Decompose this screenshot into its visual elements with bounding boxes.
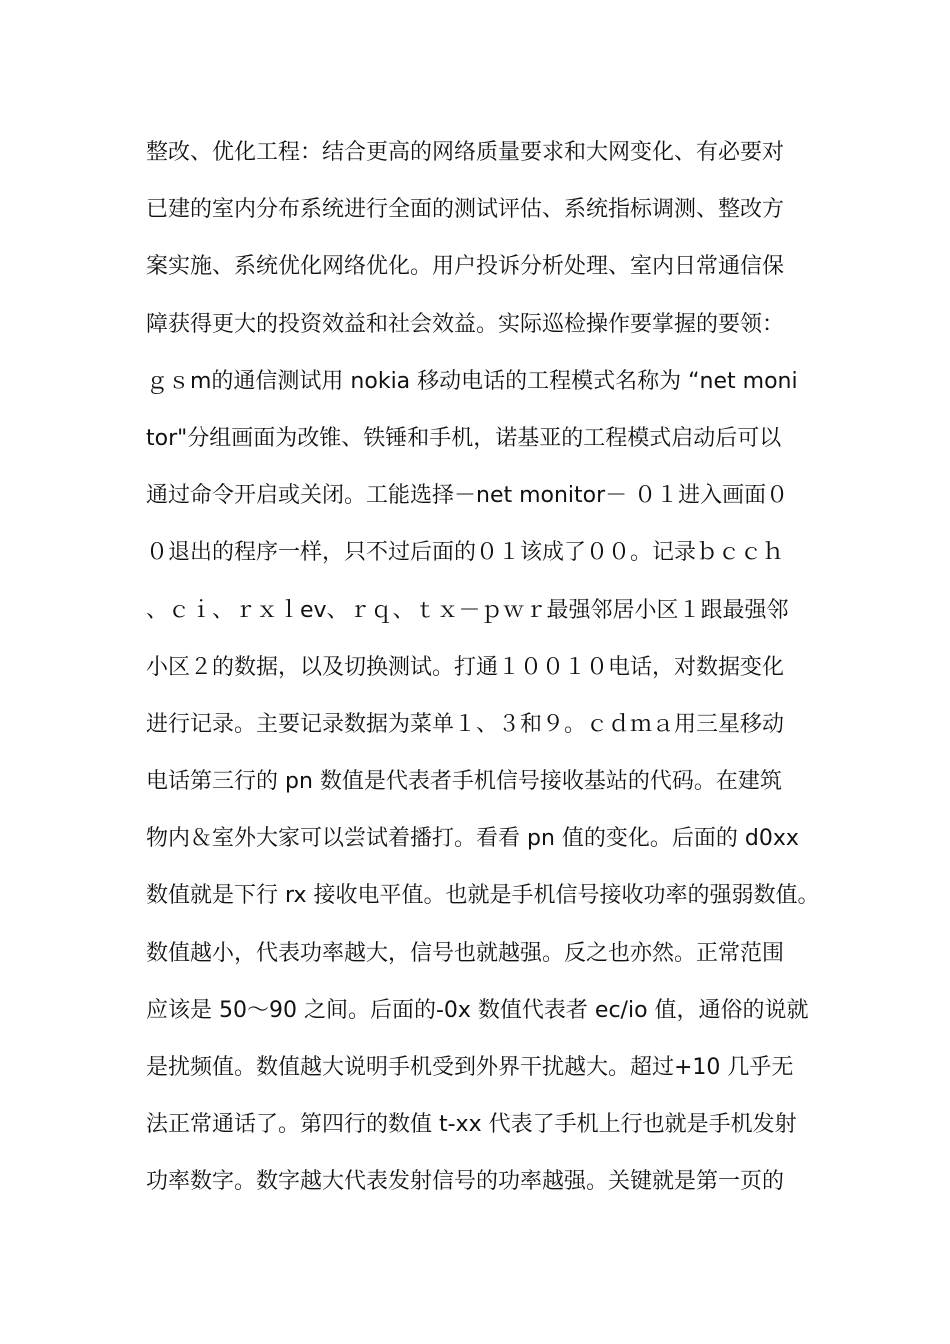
- text-line: ｇｓm的通信测试用 nokia 移动电话的工程模式名称为 “net moni: [146, 368, 798, 394]
- body-paragraph: [146, 132, 826, 1219]
- text-line: 数值越小，代表功率越大，信号也就越强。反之也亦然。正常范围: [146, 940, 785, 966]
- text-line: 通过命令开启或关闭。工能选择－net monitor－ ０１进入画面０: [146, 483, 789, 509]
- text-line: 功率数字。数字越大代表发射信号的功率越强。关键就是第一页的: [146, 1169, 785, 1195]
- text-line: 障获得更大的投资效益和社会效益。实际巡检操作要掌握的要领：: [146, 311, 785, 337]
- text-line: 是扰频值。数值越大说明手机受到外界干扰越大。超过+10 几乎无: [146, 1055, 794, 1080]
- text-line: tor"分组画面为改锥、铁锤和手机，诺基亚的工程模式启动后可以: [146, 425, 782, 451]
- text-line: 小区２的数据，以及切换测试。打通１００１０电话，对数据变化: [146, 654, 785, 680]
- text-line: 数值就是下行 rx 接收电平值。也就是手机信号接收功率的强弱数值。: [146, 883, 820, 909]
- text-line: ０退出的程序一样，只不过后面的０１该成了００。记录ｂｃｃｈ: [146, 540, 785, 566]
- text-line: 已建的室内分布系统进行全面的测试评估、系统指标调测、整改方: [146, 197, 785, 223]
- text-line: 、ｃｉ、ｒｘｌev、ｒｑ、ｔｘ－ｐｗｒ最强邻居小区１跟最强邻: [146, 597, 789, 623]
- text-line: 进行记录。主要记录数据为菜单１、３和９。ｃｄｍａ用三星移动: [146, 711, 785, 737]
- text-line: 案实施、系统优化网络优化。用户投诉分析处理、室内日常通信保: [146, 254, 785, 280]
- text-line: 法正常通话了。第四行的数值 t-xx 代表了手机上行也就是手机发射: [146, 1112, 797, 1138]
- text-line: 整改、优化工程：结合更高的网络质量要求和大网变化、有必要对: [146, 140, 785, 165]
- text-line: 电话第三行的 pn 数值是代表者手机信号接收基站的代码。在建筑: [146, 769, 782, 795]
- text-line: 应该是 50～90 之间。后面的-0x 数值代表者 ec/io 值，通俗的说就: [146, 997, 809, 1023]
- text-line: 物内＆室外大家可以尝试着播打。看看 pn 值的变化。后面的 d0xx: [146, 826, 799, 852]
